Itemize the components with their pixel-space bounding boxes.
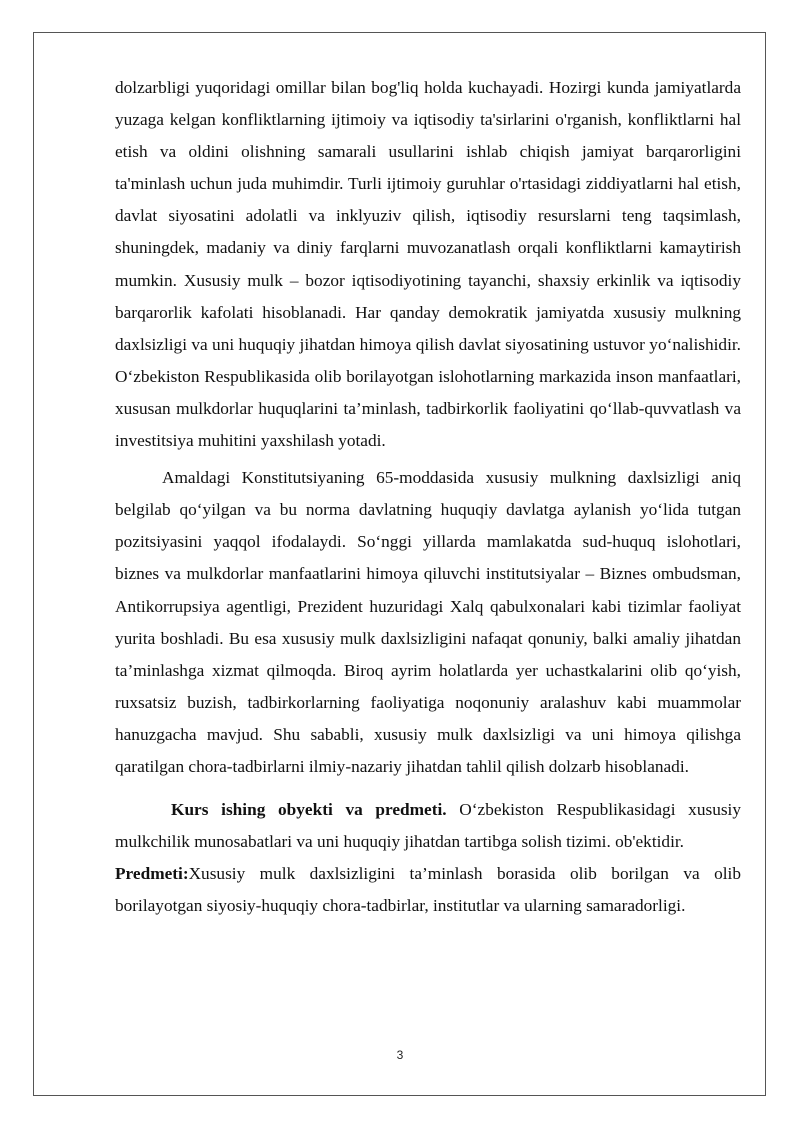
object-text: O‘zbekiston Respublikasidagi xususiy mulkchilik munosabatlari va uni huquqiy jihatdan tartibga solish tizimi. ob'ektidir. <box>115 800 741 852</box>
document-body <box>115 72 741 922</box>
subject-text: Xususiy mulk daxlsizligini ta’minlash borasida olib borilgan va olib borilayotgan siyosiy-huquqiy chora-tadbirlar, institutlar va ularning samaradorligi. <box>115 864 741 916</box>
paragraph-object-subject <box>115 794 741 922</box>
paragraph-constitution: Amaldagi Konstitutsiyaning 65-moddasida xususiy mulkning daxlsizligi aniq belgilab qo‘yilgan va bu norma davlatning huquqiy davlatga aylanish yo‘lida tutgan pozitsiyasini yaqqol ifodalaydi. So‘nggi yillarda mamlakatda sud-huquq islohotlari, biznes va mulkdorlar manfaatlarini himoya qiluvchi institutsiyalar – Biznes ombudsman, Antikorrupsiya agentligi, Prezident huzuridagi Xalq qabulxonalari kabi tizimlar faoliyat yurita boshladi. Bu esa xususiy mulk daxlsizligini nafaqat qonuniy, balki amaliy jihatdan ta’minlashga xizmat qilmoqda. Biroq ayrim holatlarda yer uchastkalarini olib qo‘yish, ruxsatsiz buzish, tadbirkorlarning faoliyatiga noqonuniy aralashuv kabi muammolar hanuzgacha mavjud. Shu sababli, xususiy mulk daxlsizligi va uni himoya qilishga qaratilgan chora-tadbirlarni ilmiy-nazariy jihatdan tahlil qilish dolzarb hisoblanadi. <box>115 468 741 776</box>
paragraph-intro: dolzarbligi yuqoridagi omillar bilan bog'liq holda kuchayadi. Hozirgi kunda jamiyatlarda yuzaga kelgan konfliktlarning ijtimoiy va iqtisodiy ta'sirlarini o'rganish, konfliktlarni hal etish va oldini olishning samarali usullarini ishlab chiqish jamiyat barqarorligini ta'minlash uchun juda muhimdir. Turli ijtimoiy guruhlar o'rtasidagi ziddiyatlarni hal etish, davlat siyosatini adolatli va inklyuziv qilish, iqtisodiy resurslarni teng taqsimlash, shuningdek, madaniy va diniy farqlarni muvozanatlash orqali konfliktlarni kamaytirish mumkin. Xususiy mulk – bozor iqtisodiyotining tayanchi, shaxsiy erkinlik va iqtisodiy barqarorlik kafolati hisoblanadi. Har qanday demokratik jamiyatda xususiy mulkning daxlsizligi va uni huquqiy jihatdan himoya qilish davlat siyosatining ustuvor yo‘nalishidir. O‘zbekiston Respublikasida olib borilayotgan islohotlarning markazida inson manfaatlari, xususan mulkdorlar huquqlarini ta’minlash, tadbirkorlik faoliyatini qo‘llab-quvvatlash va investitsiya muhitini yaxshilash yotadi. <box>115 78 741 451</box>
subject-heading: Predmeti: <box>115 864 189 884</box>
object-heading: Kurs ishing obyekti va predmeti. <box>171 800 447 820</box>
page-number: 3 <box>396 1048 404 1062</box>
